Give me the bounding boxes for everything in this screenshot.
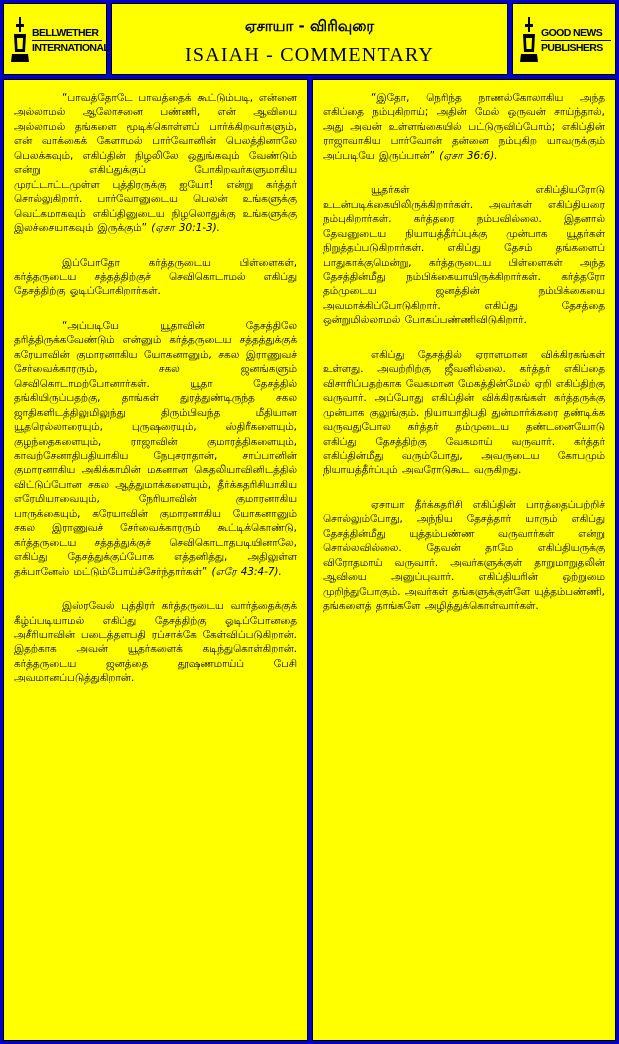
paragraph-text: “அப்படியே யூதாவின் தேசத்திலே தரித்திருக்கவேண்டும் என்னும் கர்த்தருடைய சத்தத்துக்குக் கரேயாவின் குமாரனாகிய யோகனானும், சகல இராணுவச் சேர்வைக்காரரும், சகல ஜனங்களும் செவிகொடாமற்போனார்கள். யூதா தேசத்தில் தங்கியிருப்பதற்கு, தாங்கள் துரத்துண்டிருந்த சகல ஜாதிகளிடத்திலுமிலுந்து திரும்பிவந்த மீதியான யூதரெல்லாரையும், புருஷரையும், ஸ்திரீகளையும், குழந்தைகளையும், ராஜாவின் குமாரத்திகளையும், காவற்சேனாதிபதியாகிய நேபுசராதான், சாப்பானின் குமாரனாகிய அகிக்காமின் மகனான கெதலியாவினிடத்தில் விட்டுப்போன சகல ஆத்துமாக்களையும், தீர்க்கதரிசியாகிய எரேமியாவையும், நேரியாவின் குமாரனாகிய பாருக்கையும், கரேயாவின் குமாரனாகிய யோகனானும் சகல இராணுவச் சேர்வைக்காரரும் கூட்டிக்கொண்டு, கர்த்தருடைய சத்தத்துக்குச் செவிகொடாதபடியினாலே, எகிப்து தேசத்துக்குப்போக எத்தனித்து, அதிலுள்ள தக்பானேஸ் மட்டும்போய்ச்சேர்ந்தார்கள்”	[14, 319, 297, 578]
title-english: ISAIAH - COMMENTARY	[185, 44, 434, 66]
paragraph	[14, 319, 297, 579]
paragraph	[14, 256, 297, 299]
left-column	[3, 79, 308, 1041]
paragraph	[323, 183, 605, 328]
paragraph	[323, 348, 605, 478]
paragraph-text: யூதர்கள் எகிப்தியரோடு உடன்படிக்கையிலிருக்கிறார்கள். அவர்கள் எகிப்தியரை நம்புகிறார்கள். கர்த்தரை நம்பவில்லை. இதனால் தேவனுடைய நியாயத்தீர்ப்புக்கு முன்பாக யூதர்கள் நிறுத்தப்படுகிறார்கள். எகிப்து தேசம் தங்களைப் பாதுகாக்குமென்று, கர்த்தருடைய பிள்ளைகள் அந்த தேசத்தின்மீது நம்பிக்கையாயிருக்கிறார்கள். கர்த்தரோ தம்முடைய ஜனத்தின் நம்பிக்கையை அவமாக்கிப்போடுகிறார். எகிப்து தேசத்தை ஒன்றுமில்லாமல் போகப்பண்ணிவிடுகிறார்.	[323, 184, 605, 327]
paragraph	[14, 599, 297, 686]
bellwether-emblem-icon	[10, 16, 30, 64]
good-news-logo	[519, 14, 611, 66]
paragraph-text: “பாவத்தோடே பாவத்தைக் கூட்டும்படி, என்னை அல்லாமல் ஆலோசனை பண்ணி, என் ஆவியை அல்லாமல் தங்களை மூடிக்கொள்ளப் பார்க்கிறவர்களும், என் வாக்கைக் கேளாமல் பார்வோனின் பெலத்தினாலே பெலக்கவும், எகிப்தின் நிழலிலே ஒதுங்கவும் வேண்டும் என்று எகிப்துக்குப் போகிறவர்களுமாகிய முரட்டாட்டமுள்ள புத்திரருக்கு ஐயோ! என்று கர்த்தர் சொல்லுகிறார். பார்வோனுடைய பெலன் உங்களுக்கு வெட்கமாகவும் எகிப்தினுடைய நிழலொதுக்கு உங்களுக்கு இலச்சையாகவும் இருக்கும்”	[14, 92, 297, 235]
good-news-emblem-icon	[519, 16, 539, 64]
paragraph	[323, 498, 605, 614]
header-right-panel	[512, 3, 616, 75]
left-logo-line1: BELLWETHER	[32, 26, 102, 41]
right-column	[312, 79, 616, 1041]
right-logo-line1: GOOD NEWS	[541, 26, 611, 41]
paragraph	[14, 91, 297, 236]
paragraph-text: ஏசாயா தீர்க்கதரிசி எகிப்தின் பாரத்தைப்பற்றிச் சொல்லும்போது, அந்நிய தேசத்தார் யாரும் எகிப்து தேசத்தின்மீது யுத்தம்பண்ண வருவார்கள் என்று சொல்லவில்லை. தேவன் தாமே எகிப்தியருக்கு விரோதமாய் வருவார். அவர்களுக்குள் தாறுமாறுதலின் ஆவியை அனுப்புவார். எகிப்தியரின் ஒற்றுமை முறிந்துபோகும். அவர்கள் தங்களுக்குள்ளே யுத்தம்பண்ணி, தங்களைத் தாங்களே அழித்துக்கொள்வார்கள்.	[323, 498, 605, 613]
left-logo-line2: INTERNATIONAL	[32, 42, 110, 54]
bellwether-logo	[10, 14, 110, 66]
paragraph-text: “இதோ, நெரிந்த நாணல்கோலாகிய அந்த எகிப்தை நம்புகிறாய்; அதின் மேல் ஒருவன் சாய்ந்தால், அது அவன் உள்ளங்கையில் பட்டுருவிப்போம்; எகிப்தின் ராஜாவாகிய பார்வோன் தன்னை நம்புகிற யாவருக்கும் அப்படியே இருப்பான்”	[323, 92, 605, 162]
paragraph-text: இஸ்ரவேல் புத்திரர் கர்த்தருடைய வார்த்தைக்குக் கீழ்ப்படியாமல் எகிப்து தேசத்திற்கு ஓடிப்போனதை அசீரியாவின் படைத்தளபதி ரப்சாக்கே கேள்விப்படுகிறான். இதற்காக அவன் யூதர்களைக் கடிந்துகொள்கிறான். கர்த்தருடைய ஜனத்தை தூஷணமாய்ப் பேசி அவமானப்படுத்துகிறான்.	[14, 600, 297, 685]
scripture-reference: (ஏசா 36:6).	[439, 149, 498, 162]
paragraph	[323, 91, 605, 163]
paragraph-text: எகிப்து தேசத்தில் ஏராளமான விக்கிரகங்கள் உள்ளது. அவற்றிற்கு ஜீவனில்லை. கர்த்தர் எகிப்தை விசாரிப்பதற்காக வேகமான மேகத்தின்மேல் ஏறி எகிப்திற்கு வருவார். அப்போது எகிப்தின் விக்கிரகங்கள் கர்த்தருக்கு முன்பாக குலுங்கும். நியாயாதிபதி துன்மார்க்கரை தண்டிக்க வருவதுபோல கர்த்தர் தம்முடைய தண்டனையோடு எகிப்து தேசத்திற்கு வேகமாய் வருவார். கர்த்தர் எகிப்தின்மீது வரும்போது, அவருடைய கோபமும் நியாயத்தீர்ப்பும் அவரோடுகூட வருகிறது.	[323, 348, 605, 477]
header-left-panel	[3, 3, 110, 75]
paragraph-text: இப்போதோ கர்த்தருடைய பிள்ளைகள், கர்த்தருடைய சத்தத்திற்குச் செவிகொடாமல் எகிப்து தேசத்திற்கு ஓடிப்போகிறார்கள்.	[14, 256, 297, 298]
scripture-reference: (எரே 43:4-7).	[211, 565, 282, 578]
scripture-reference: (ஏசா 30:1-3).	[151, 222, 220, 235]
right-logo-line2: PUBLISHERS	[541, 42, 603, 54]
title-tamil: ஏசாயா - விரிவுரை	[244, 17, 375, 35]
header-title-panel	[111, 3, 508, 75]
